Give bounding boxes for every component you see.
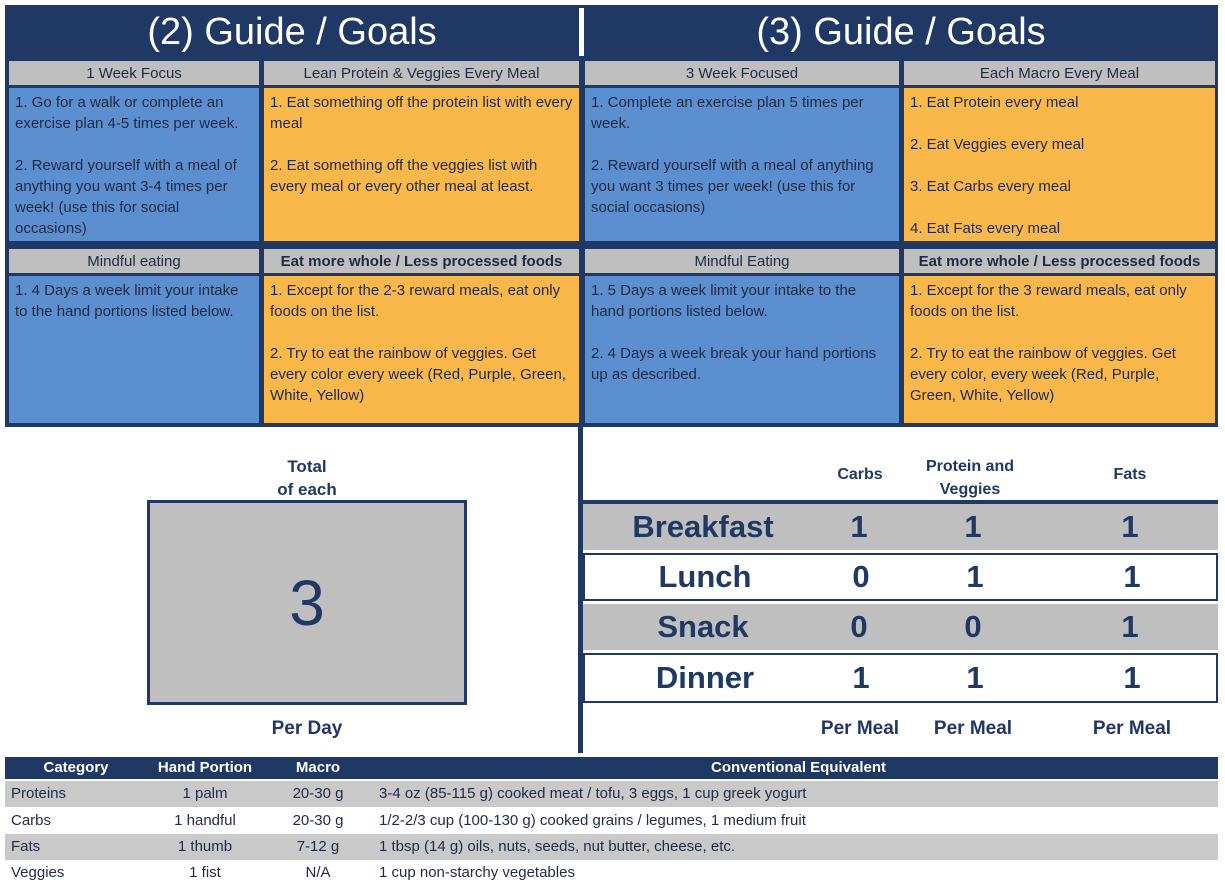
left-q2-cell	[264, 88, 579, 241]
meal-carbs: 0	[850, 609, 868, 644]
header-hand-portion: Hand Portion	[157, 759, 253, 776]
header-category: Category	[43, 759, 109, 776]
cell-macro: 7-12 g	[296, 838, 340, 855]
left-q4-item-2: 2. Try to eat the rainbow of veggies. Get every color every week (Red, Purple, Green, White, Yellow)	[270, 345, 566, 404]
per-day-label: Per Day	[271, 718, 343, 739]
meal-fats: 1	[1123, 660, 1141, 695]
total-label-line-2: of each	[277, 480, 337, 499]
col-fats-header: Fats	[1113, 466, 1147, 483]
right-q3-item-1: 1. 5 Days a week limit your intake to the hand portions listed below.	[591, 282, 857, 320]
col-protein-line-1: Protein and	[925, 458, 1014, 475]
right-q2-header: Each Macro Every Meal	[904, 61, 1215, 85]
cell-macro: N/A	[305, 864, 331, 881]
right-q4-item-2: 2. Try to eat the rainbow of veggies. Get every color, every week (Red, Purple, Green, White, Yellow)	[910, 345, 1176, 404]
meal-fats: 1	[1121, 509, 1139, 544]
meal-name: Lunch	[658, 559, 752, 594]
table-row	[5, 834, 1218, 860]
left-q3-item-1: 1. 4 Days a week limit your intake to the hand portions listed below.	[15, 282, 239, 320]
left-q3-cell	[9, 276, 259, 423]
meal-row-breakfast	[583, 504, 1218, 550]
right-q2-cell	[904, 88, 1215, 241]
meal-fats: 1	[1121, 609, 1139, 644]
cell-hand-portion: 1 thumb	[177, 838, 233, 855]
left-q4-header: Eat more whole / Less processed foods	[264, 249, 579, 273]
per-meal-carbs: Per Meal	[820, 718, 900, 739]
right-q3-item-2: 2. 4 Days a week break your hand portions up as described.	[591, 345, 877, 383]
header-equivalent: Conventional Equivalent	[710, 759, 887, 776]
meal-name: Snack	[657, 609, 749, 644]
cell-macro: 20-30 g	[292, 785, 344, 802]
cell-equivalent: 1 cup non-starchy vegetables	[379, 864, 575, 881]
cell-category: Veggies	[11, 864, 65, 881]
table-row	[5, 860, 1218, 886]
cell-category: Fats	[11, 838, 41, 855]
total-value-box: 3	[147, 500, 467, 705]
cell-equivalent: 1/2-2/3 cup (100-130 g) cooked grains / legumes, 1 medium fruit	[379, 812, 806, 829]
cell-macro: 20-30 g	[292, 812, 344, 829]
meal-protein: 0	[964, 609, 982, 644]
header-macro: Macro	[295, 759, 341, 776]
per-meal-fats: Per Meal	[1092, 718, 1172, 739]
left-q3-header: Mindful eating	[9, 249, 259, 273]
left-q4-item-1: 1. Except for the 2-3 reward meals, eat only foods on the list.	[270, 282, 561, 320]
right-q4-item-1: 1. Except for the 3 reward meals, eat only foods on the list.	[910, 282, 1187, 320]
right-q2-item-4: 4. Eat Fats every meal	[910, 220, 1061, 237]
table-row	[5, 781, 1218, 807]
cell-equivalent: 3-4 oz (85-115 g) cooked meat / tofu, 3 eggs, 1 cup greek yogurt	[379, 785, 807, 802]
meal-protein: 1	[964, 509, 982, 544]
right-q1-item-2: 2. Reward yourself with a meal of anything you want 3 times per week! (use this for social occasions)	[591, 157, 874, 216]
meal-row-snack	[583, 604, 1218, 650]
table-row	[5, 808, 1218, 834]
right-q4-cell	[904, 276, 1215, 423]
right-q2-item-2: 2. Eat Veggies every meal	[910, 136, 1085, 153]
right-q3-cell	[585, 276, 899, 423]
right-q4-header: Eat more whole / Less processed foods	[904, 249, 1215, 273]
right-panel-title: (3) Guide / Goals	[756, 10, 1046, 53]
meal-protein: 1	[966, 559, 984, 594]
cell-hand-portion: 1 fist	[189, 864, 221, 881]
right-q1-item-1: 1. Complete an exercise plan 5 times per week.	[591, 94, 864, 132]
total-label	[207, 455, 407, 501]
right-q1-header: 3 Week Focused	[585, 61, 899, 85]
cell-category: Carbs	[11, 812, 52, 829]
meal-row-lunch	[583, 553, 1218, 601]
left-panel-title: (2) Guide / Goals	[147, 10, 437, 53]
per-meal-protein: Per Meal	[933, 718, 1013, 739]
meal-protein: 1	[966, 660, 984, 695]
cell-category: Proteins	[11, 785, 67, 802]
right-q2-item-3: 3. Eat Carbs every meal	[910, 178, 1071, 195]
cell-equivalent: 1 tbsp (14 g) oils, nuts, seeds, nut butter, cheese, etc.	[379, 838, 736, 855]
portion-table-header	[5, 757, 1218, 779]
total-label-line-1: Total	[287, 457, 327, 476]
col-protein-line-2: Veggies	[939, 481, 1001, 498]
meal-carbs: 1	[850, 509, 868, 544]
left-q1-item-1: 1. Go for a walk or complete an exercise plan 4-5 times per week.	[15, 94, 239, 132]
cell-hand-portion: 1 palm	[182, 785, 228, 802]
col-carbs-header: Carbs	[837, 466, 883, 483]
meal-name: Dinner	[655, 660, 755, 695]
left-q1-header: 1 Week Focus	[9, 61, 259, 85]
meal-carbs: 0	[852, 559, 870, 594]
cell-hand-portion: 1 handful	[174, 812, 236, 829]
right-q2-item-1: 1. Eat Protein every meal	[910, 94, 1079, 111]
right-q3-header: Mindful Eating	[585, 249, 899, 273]
left-q4-cell	[264, 276, 579, 423]
left-q2-item-1: 1. Eat something off the protein list with every meal	[270, 94, 573, 132]
right-q1-cell	[585, 88, 899, 241]
col-protein-header	[905, 455, 1035, 501]
left-q2-header: Lean Protein & Veggies Every Meal	[264, 61, 579, 85]
left-q1-item-2: 2. Reward yourself with a meal of anything you want 3-4 times per week! (use this for social occasions)	[15, 157, 237, 237]
left-q2-item-2: 2. Eat something off the veggies list with every meal or every other meal at least.	[270, 157, 538, 195]
meal-name: Breakfast	[632, 509, 774, 544]
meal-carbs: 1	[852, 660, 870, 695]
meal-row-dinner	[583, 653, 1218, 703]
left-q1-cell	[9, 88, 259, 241]
meal-fats: 1	[1123, 559, 1141, 594]
